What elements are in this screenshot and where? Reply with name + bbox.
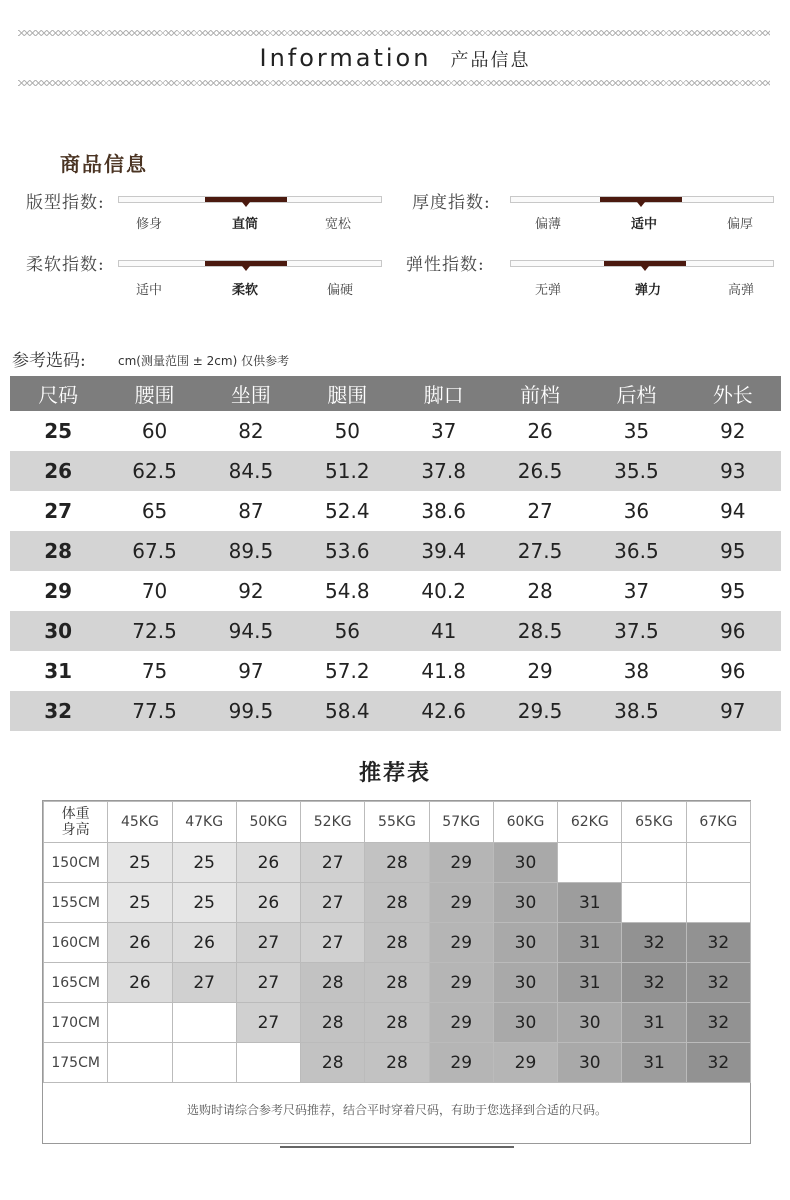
recommend-size-cell: 28 <box>365 963 429 1003</box>
recommend-size-cell: 31 <box>622 1043 686 1083</box>
recommend-size-cell: 27 <box>236 1003 300 1043</box>
size-table <box>10 376 781 731</box>
height-row <box>44 1043 751 1083</box>
measure-cell: 50 <box>334 419 361 443</box>
recommend-size-cell <box>108 1043 172 1083</box>
height-row <box>44 843 751 883</box>
weight-header: 60KG <box>493 802 557 843</box>
scale-label: 柔软指数: <box>26 255 105 275</box>
scale-option: 无弹 <box>534 283 561 298</box>
measure-cell: 54.8 <box>325 579 370 603</box>
measure-cell: 38.5 <box>588 691 684 731</box>
recommend-size-cell: 27 <box>236 923 300 963</box>
weight-header: 62KG <box>558 802 622 843</box>
measure-cell: 94.5 <box>203 611 299 651</box>
top-zigzag-divider <box>18 30 770 36</box>
col-header-waist: 腰围 <box>106 376 202 411</box>
measure-cell: 92 <box>720 419 746 443</box>
measure-cell: 53.6 <box>299 531 395 571</box>
height-label: 170CM <box>44 1003 108 1043</box>
size-row <box>10 571 781 611</box>
recommend-size-cell: 30 <box>493 1003 557 1043</box>
weight-header: 57KG <box>429 802 493 843</box>
recommend-size-cell: 32 <box>622 923 686 963</box>
recommend-size-cell <box>558 843 622 883</box>
col-header-size: 尺码 <box>10 376 106 411</box>
measure-cell: 82 <box>238 419 264 443</box>
measure-cell: 51.2 <box>299 451 395 491</box>
col-header-thigh: 腿围 <box>299 376 395 411</box>
header-title-en: Information <box>259 44 432 72</box>
page-header <box>0 44 790 72</box>
measure-cell: 36 <box>623 499 650 523</box>
measure-cell: 40.2 <box>421 579 466 603</box>
recommend-size-cell: 25 <box>108 883 172 923</box>
recommend-size-cell: 29 <box>429 1043 493 1083</box>
size-table-body <box>10 411 781 731</box>
height-label: 175CM <box>44 1043 108 1083</box>
recommend-size-cell: 26 <box>108 923 172 963</box>
recommend-size-cell: 30 <box>558 1043 622 1083</box>
measure-cell: 77.5 <box>106 691 202 731</box>
weight-header: 55KG <box>365 802 429 843</box>
measure-cell: 36.5 <box>588 531 684 571</box>
measure-cell: 56 <box>299 611 395 651</box>
recommend-size-cell <box>172 1003 236 1043</box>
product-info-title: 商品信息 <box>60 152 148 176</box>
recommend-size-cell: 30 <box>493 883 557 923</box>
scale-label: 弹性指数: <box>406 255 485 275</box>
measure-cell: 35 <box>623 419 650 443</box>
recommend-size-cell: 28 <box>365 1003 429 1043</box>
measure-cell: 92 <box>238 579 264 603</box>
recommend-size-cell: 28 <box>301 1043 365 1083</box>
recommend-size-cell: 28 <box>301 963 365 1003</box>
measure-cell: 60 <box>141 419 168 443</box>
size-reference-note: cm(测量范围 ± 2cm) 仅供参考 <box>118 354 290 368</box>
scale-active-indicator <box>600 197 682 202</box>
height-row <box>44 1003 751 1043</box>
size-cell: 32 <box>10 691 106 731</box>
scale-track <box>118 196 382 203</box>
col-header-front-rise: 前档 <box>492 376 588 411</box>
scale-track <box>510 260 774 267</box>
measure-cell: 97 <box>238 659 264 683</box>
recommend-size-cell: 28 <box>365 843 429 883</box>
recommend-size-cell <box>686 843 750 883</box>
recommend-size-cell: 27 <box>236 963 300 1003</box>
height-row <box>44 963 751 1003</box>
recommend-size-cell: 32 <box>686 1003 750 1043</box>
col-header-hem: 脚口 <box>396 376 492 411</box>
scale-option: 宽松 <box>324 217 351 232</box>
scale-active-indicator <box>205 197 287 202</box>
recommend-size-cell: 31 <box>558 923 622 963</box>
recommend-size-cell: 26 <box>172 923 236 963</box>
weight-header: 50KG <box>236 802 300 843</box>
col-header-hip: 坐围 <box>203 376 299 411</box>
recommend-size-cell: 30 <box>493 843 557 883</box>
weight-header: 52KG <box>301 802 365 843</box>
measure-cell: 87 <box>238 499 264 523</box>
measure-cell: 58.4 <box>299 691 395 731</box>
measure-cell: 41 <box>396 611 492 651</box>
measure-cell: 84.5 <box>203 451 299 491</box>
size-cell: 25 <box>44 419 73 443</box>
measure-cell: 75 <box>141 659 168 683</box>
recommend-table <box>43 801 751 1083</box>
measure-cell: 39.4 <box>396 531 492 571</box>
weight-header: 65KG <box>622 802 686 843</box>
scale-option-active: 柔软 <box>231 283 258 298</box>
recommend-size-cell: 32 <box>686 1043 750 1083</box>
recommend-size-cell: 26 <box>108 963 172 1003</box>
scale-option: 适中 <box>135 283 162 298</box>
recommend-size-cell: 27 <box>301 883 365 923</box>
recommend-size-cell: 28 <box>365 883 429 923</box>
measure-cell: 37.8 <box>396 451 492 491</box>
measure-cell: 27 <box>527 499 553 523</box>
recommend-size-cell: 32 <box>686 923 750 963</box>
recommend-panel <box>42 800 751 1144</box>
scale-option-active: 直筒 <box>231 217 258 232</box>
size-row <box>10 491 781 531</box>
scale-option-active: 适中 <box>630 217 657 232</box>
size-row <box>10 451 781 491</box>
size-cell: 28 <box>10 531 106 571</box>
scale-track <box>118 260 382 267</box>
corner-weight-label: 体重 <box>61 806 90 822</box>
scale-option: 偏硬 <box>326 283 353 298</box>
recommend-size-cell <box>236 1043 300 1083</box>
measure-cell: 35.5 <box>588 451 684 491</box>
size-cell: 27 <box>44 499 73 523</box>
measure-cell: 89.5 <box>203 531 299 571</box>
size-row <box>10 611 781 651</box>
measure-cell: 97 <box>685 691 781 731</box>
recommend-size-cell <box>686 883 750 923</box>
size-cell: 26 <box>10 451 106 491</box>
measure-cell: 70 <box>141 579 168 603</box>
height-row <box>44 883 751 923</box>
recommend-size-cell: 30 <box>558 1003 622 1043</box>
recommend-size-cell: 29 <box>429 1003 493 1043</box>
recommend-size-cell: 26 <box>236 843 300 883</box>
recommend-size-cell: 29 <box>429 883 493 923</box>
recommend-size-cell: 32 <box>686 963 750 1003</box>
measure-cell: 38 <box>623 659 650 683</box>
measure-cell: 38.6 <box>421 499 466 523</box>
measure-cell: 29.5 <box>492 691 588 731</box>
recommend-size-cell: 27 <box>172 963 236 1003</box>
recommend-size-cell: 31 <box>558 963 622 1003</box>
size-cell: 30 <box>10 611 106 651</box>
recommend-size-cell: 29 <box>429 843 493 883</box>
measure-cell: 65 <box>141 499 168 523</box>
recommend-size-cell: 28 <box>301 1003 365 1043</box>
footer-divider <box>280 1146 514 1148</box>
recommend-size-cell: 29 <box>429 923 493 963</box>
measure-cell: 37.5 <box>588 611 684 651</box>
recommend-size-cell: 30 <box>493 963 557 1003</box>
bottom-zigzag-divider <box>18 80 770 86</box>
corner-height-label: 身高 <box>61 822 90 838</box>
recommend-note: 选购时请综合参考尺码推荐，结合平时穿着尺码，有助于您选择到合适的尺码。 <box>186 1103 607 1117</box>
measure-cell: 99.5 <box>203 691 299 731</box>
scale-track <box>510 196 774 203</box>
scale-option-active: 弹力 <box>634 283 661 298</box>
size-row <box>10 531 781 571</box>
measure-cell: 37 <box>623 579 650 603</box>
height-label: 150CM <box>44 843 108 883</box>
weight-header: 67KG <box>686 802 750 843</box>
recommend-size-cell: 31 <box>622 1003 686 1043</box>
measure-cell: 42.6 <box>396 691 492 731</box>
header-title-zh: 产品信息 <box>450 50 531 71</box>
size-cell: 29 <box>44 579 73 603</box>
measure-cell: 28 <box>527 579 553 603</box>
height-label: 155CM <box>44 883 108 923</box>
measure-cell: 41.8 <box>421 659 466 683</box>
recommend-size-cell: 27 <box>301 923 365 963</box>
scale-option: 偏厚 <box>726 217 753 232</box>
weight-header: 47KG <box>172 802 236 843</box>
recommend-size-cell: 29 <box>493 1043 557 1083</box>
size-reference-label: 参考选码: <box>12 351 86 371</box>
recommend-size-cell: 25 <box>172 843 236 883</box>
size-row <box>10 691 781 731</box>
recommend-size-cell: 31 <box>558 883 622 923</box>
measure-cell: 37 <box>430 419 457 443</box>
recommend-size-cell: 26 <box>236 883 300 923</box>
measure-cell: 95 <box>720 579 746 603</box>
recommend-table-body <box>44 843 751 1083</box>
measure-cell: 93 <box>685 451 781 491</box>
measure-cell: 94 <box>720 499 746 523</box>
measure-cell: 96 <box>720 659 746 683</box>
scale-option: 偏薄 <box>534 217 561 232</box>
recommend-header-row <box>44 802 751 843</box>
measure-cell: 57.2 <box>325 659 370 683</box>
col-header-back-rise: 后档 <box>588 376 684 411</box>
recommend-size-cell <box>622 883 686 923</box>
recommend-title: 推荐表 <box>358 761 431 786</box>
recommend-size-cell: 29 <box>429 963 493 1003</box>
corner-header <box>44 802 108 843</box>
size-cell: 31 <box>44 659 73 683</box>
recommend-size-cell: 32 <box>622 963 686 1003</box>
height-label: 160CM <box>44 923 108 963</box>
recommend-size-cell: 30 <box>493 923 557 963</box>
measure-cell: 29 <box>527 659 553 683</box>
recommend-size-cell <box>172 1043 236 1083</box>
scale-label: 版型指数: <box>26 193 105 213</box>
measure-cell: 27.5 <box>492 531 588 571</box>
recommend-size-cell: 25 <box>108 843 172 883</box>
scale-label: 厚度指数: <box>412 193 491 213</box>
recommend-size-cell: 25 <box>172 883 236 923</box>
recommend-size-cell <box>622 843 686 883</box>
scale-active-indicator <box>205 261 287 266</box>
size-table-header-row <box>10 376 781 411</box>
measure-cell: 72.5 <box>106 611 202 651</box>
recommend-size-cell <box>108 1003 172 1043</box>
measure-cell: 62.5 <box>106 451 202 491</box>
measure-cell: 52.4 <box>325 499 370 523</box>
scale-active-indicator <box>604 261 686 266</box>
scale-option: 修身 <box>135 217 162 232</box>
measure-cell: 96 <box>685 611 781 651</box>
scale-option: 高弹 <box>727 283 754 298</box>
measure-cell: 95 <box>685 531 781 571</box>
height-row <box>44 923 751 963</box>
size-row <box>10 651 781 691</box>
height-label: 165CM <box>44 963 108 1003</box>
col-header-length: 外长 <box>685 376 781 411</box>
measure-cell: 67.5 <box>106 531 202 571</box>
recommend-size-cell: 27 <box>301 843 365 883</box>
recommend-size-cell: 28 <box>365 923 429 963</box>
measure-cell: 28.5 <box>492 611 588 651</box>
recommend-size-cell: 28 <box>365 1043 429 1083</box>
size-row <box>10 411 781 451</box>
weight-header: 45KG <box>108 802 172 843</box>
measure-cell: 26 <box>527 419 553 443</box>
measure-cell: 26.5 <box>492 451 588 491</box>
